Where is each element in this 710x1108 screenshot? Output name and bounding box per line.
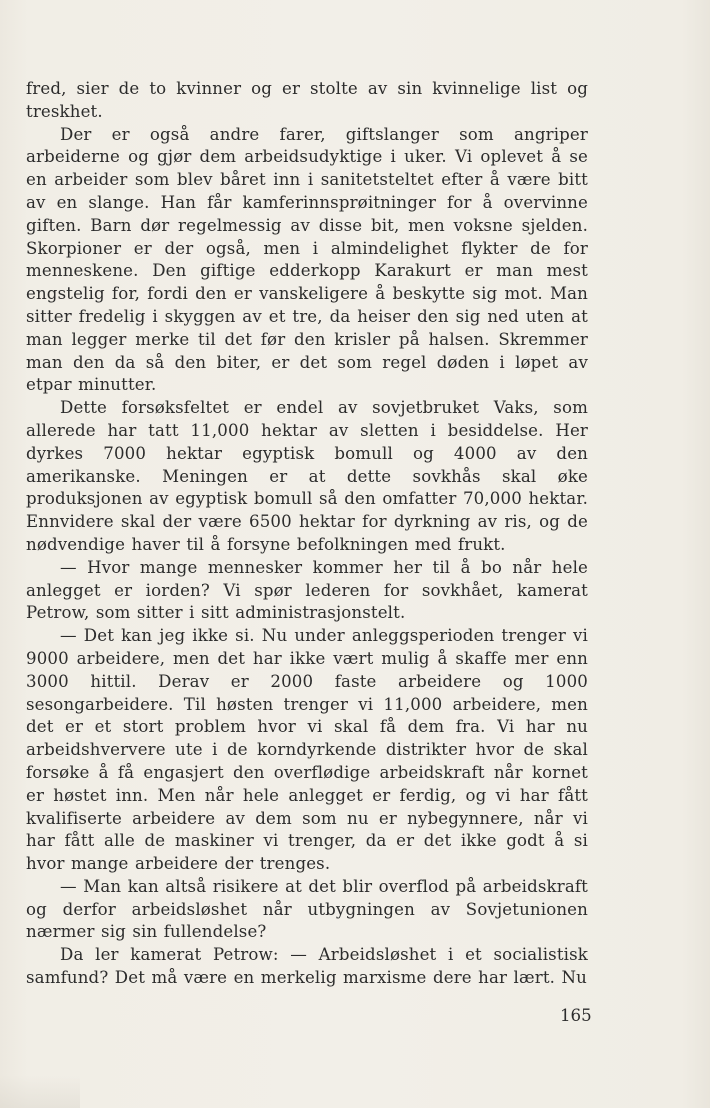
page-edge-shadow — [0, 1075, 80, 1108]
body-text — [26, 78, 588, 990]
paragraph-question-population: — Hvor mange mennesker kommer her til å bo når hele anlegget er iorden? Vi spør lederen for sovkhået, kamerat Petrow, som sitter i sitt administrasjonstelt. — [26, 557, 588, 623]
paragraph-petrow-laughs: Da ler kamerat Petrow: — Arbeidsløshet i et socialistisk samfund? Det må være en merkelig marxisme dere har lært. Nu — [26, 945, 588, 988]
paragraph-question-unemployment: — Man kan altså risikere at det blir overflod på arbeidskraft og derfor arbeidsløshet når utbygningen av Sovjetunionen nærmer sig sin fullendelse? — [26, 876, 588, 942]
paragraph-snakes: Der er også andre farer, giftslanger som angriper arbeiderne og gjør dem arbeidsudyktige i uker. Vi oplevet å se en arbeider som blev båret inn i sanitetsteltet efter å være bitt av en slange. Han får kamferinnsprøitninger for å overvinne giften. Barn dør regelmessig av disse bit, men voksne sjelden. Skorpioner er der også, men i almindelighet flykter de for menneskene. Den giftige edderkopp Karakurt er man mest engstelig for, fordi den er vanskeligere å beskytte sig mot. Man sitter fredelig i skyggen av et tre, da heiser den sig ned uten at man legger merke til det før den krisler på halsen. Skremmer man den da så den biter, er det som regel døden i løpet av etpar minutter. — [26, 124, 588, 395]
paragraph-answer-workers: — Det kan jeg ikke si. Nu under anleggsperioden trenger vi 9000 arbeidere, men det har ikke vært mulig å skaffe mer enn 3000 hittil. Derav er 2000 faste arbeidere og 1000 sesongarbeidere. Til høsten trenger vi 11,000 arbeidere, men det er et stort problem hvor vi skal få dem fra. Vi har nu arbeidshververe ute i de korndyrkende distrikter hvor de skal forsøke å få engasjert den overflødige arbeidskraft når kornet er høstet inn. Men når hele anlegget er ferdig, og vi har fått kvalifiserte arbeidere av dem som nu er nybegynnere, når vi har fått alle de maskiner vi trenger, da er det ikke godt å si hvor mange arbeidere der trenges. — [26, 626, 588, 874]
paragraph-experimental-field: Dette forsøksfeltet er endel av sovjetbruket Vaks, som allerede har tatt 11,000 hektar av sletten i besiddelse. Her dyrkes 7000 hektar egyptisk bomull og 4000 av den amerikanske. Meningen er at dette sovkhås skal øke produksjonen av egyptisk bomull så den omfatter 70,000 hektar. Ennvidere skal der være 6500 hektar for dyrkning av ris, og de nødvendige haver til å forsyne befolkningen med frukt. — [26, 398, 588, 554]
paragraph-continuation: fred, sier de to kvinner og er stolte av sin kvinnelige list og treskhet. — [26, 79, 588, 121]
page-number: 165 — [560, 1006, 592, 1025]
